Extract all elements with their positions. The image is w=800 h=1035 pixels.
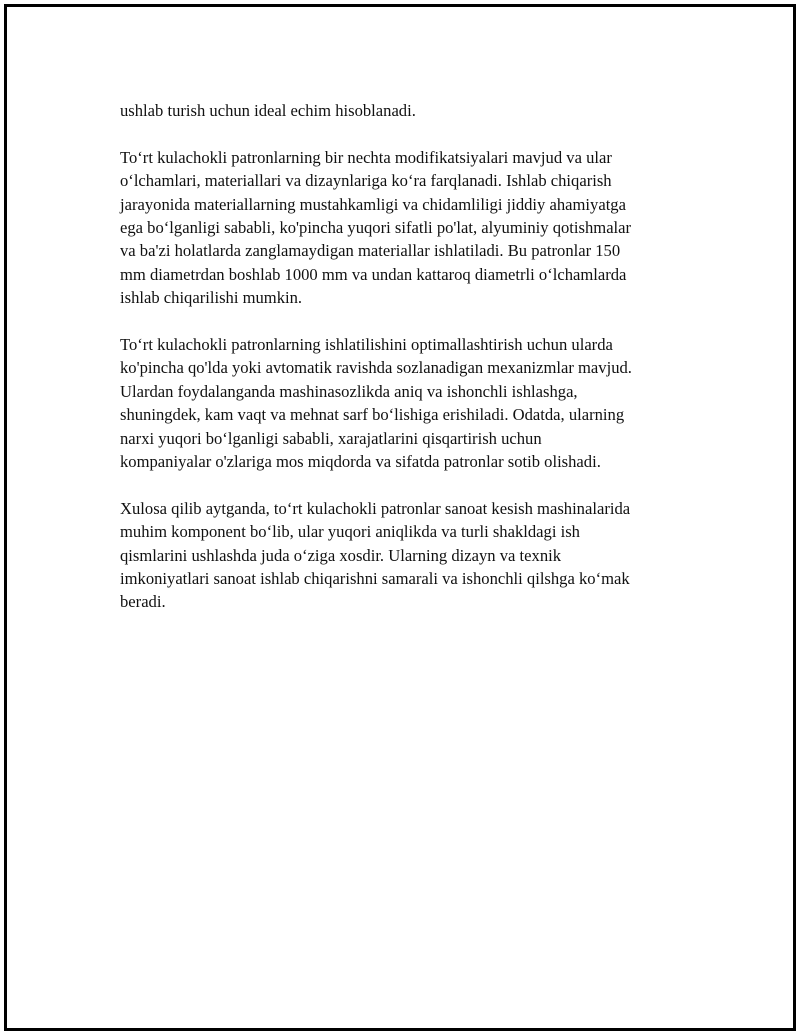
text-line: shuningdek, kam vaqt va mehnat sarf bo‘lishiga erishiladi. Odatda, ularning [120,405,625,425]
text-line: qismlarini ushlashda juda o‘ziga xosdir. Ularning dizayn va texnik [120,545,562,565]
text-line: ega bo‘lganligi sababli, ko'pincha yuqori sifatli po'lat, alyuminiy qotishmalar [120,218,632,238]
paragraph-1 [120,99,695,122]
text-line: ishlab chiqarilishi mumkin. [120,288,303,308]
page-body [120,99,695,637]
text-line: Ulardan foydalanganda mashinasozlikda aniq va ishonchli ishlashga, [120,381,578,401]
text-line: mm diametrdan boshlab 1000 mm va undan kattaroq diametrli o‘lchamlarda [120,264,627,284]
paragraph-3 [120,333,695,473]
page-frame [4,4,796,1031]
text-line: muhim komponent bo‘lib, ular yuqori aniqlikda va turli shakldagi ish [120,522,580,542]
text-line: ko'pincha qo'lda yoki avtomatik ravishda sozlanadigan mexanizmlar mavjud. [120,358,632,378]
text-line: narxi yuqori bo‘lganligi sababli, xarajatlarini qisqartirish uchun [120,428,542,448]
text-line: kompaniyalar o'zlariga mos miqdorda va sifatda patronlar sotib olishadi. [120,452,601,472]
paragraph-4 [120,497,695,614]
text-line: imkoniyatlari sanoat ishlab chiqarishni samarali va ishonchli qilshga ko‘mak [120,569,630,589]
paragraph-2 [120,146,695,310]
text-line: o‘lchamlari, materiallari va dizaynlariga ko‘ra farqlanadi. Ishlab chiqarish [120,171,612,191]
text-line: beradi. [120,592,166,612]
text-line: To‘rt kulachokli patronlarning ishlatilishini optimallashtirish uchun ularda [120,335,613,355]
text-line: Xulosa qilib aytganda, to‘rt kulachokli patronlar sanoat kesish mashinalarida [120,498,631,518]
text-line: va ba'zi holatlarda zanglamaydigan materiallar ishlatiladi. Bu patronlar 150 [120,241,621,261]
text-line: To‘rt kulachokli patronlarning bir nechta modifikatsiyalari mavjud va ular [120,147,612,167]
text-line: ushlab turish uchun ideal echim hisoblanadi. [120,101,416,120]
text-line: jarayonida materiallarning mustahkamligi va chidamliligi jiddiy ahamiyatga [120,194,626,214]
